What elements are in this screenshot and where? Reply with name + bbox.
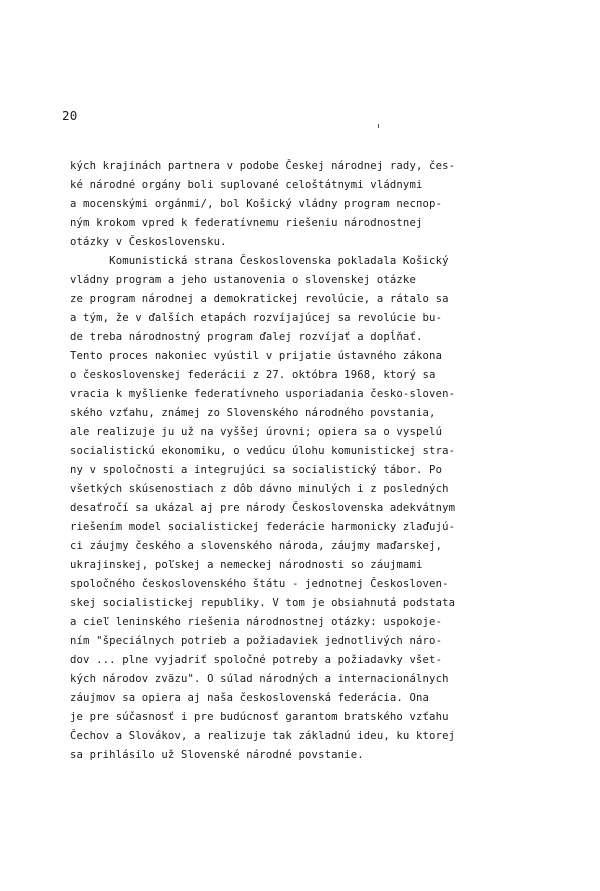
text-line: riešením model socialistickej federácie harmonicky zlaďujú- bbox=[70, 521, 456, 533]
text-line: skej socialistickej republiky. V tom je obsiahnutá podstata bbox=[70, 597, 456, 609]
text-line: sa prihlásilo už Slovenské národné povstanie. bbox=[70, 749, 364, 761]
text-line: de treba národnostný program ďalej rozvíjať a dopĺňať. bbox=[70, 331, 423, 343]
text-line: kých krajinách partnera v podobe Českej národnej rady, čes- bbox=[70, 160, 456, 172]
text-line: ze program národnej a demokratickej revolúcie, a rátalo sa bbox=[70, 293, 449, 305]
text-line: desaťročí sa ukázal aj pre národy Československa adekvátnym bbox=[70, 502, 456, 514]
text-line: o československej federácii z 27. októbra 1968, ktorý sa bbox=[70, 369, 436, 381]
text-line: všetkých skúsenostiach z dôb dávno minulých i z posledných bbox=[70, 483, 449, 495]
text-line: a cieľ leninského riešenia národnostnej otázky: uspokoje- bbox=[70, 616, 443, 628]
text-line: ním "špeciálnych potrieb a požiadaviek jednotlivých náro- bbox=[70, 635, 443, 647]
text-line: dov ... plne vyjadriť spoločné potreby a požiadavky všet- bbox=[70, 654, 443, 666]
text-line: a mocenskými orgánmi/, bol Košický vládny program neспор- bbox=[70, 198, 443, 210]
text-line: ského vzťahu, známej zo Slovenského národného povstania, bbox=[70, 407, 436, 419]
text-line: ale realizuje ju už na vyššej úrovni; opiera sa o vyspelú bbox=[70, 426, 443, 438]
text-line: je pre súčasnosť i pre budúcnosť garantom bratského vzťahu bbox=[70, 711, 449, 723]
text-line: ké národné orgány boli suplované celoštátnymi vládnymi bbox=[70, 179, 423, 191]
text-line: ným krokom vpred k federatívnemu riešeniu národnostnej bbox=[70, 217, 423, 229]
text-line: Tento proces nakoniec vyústil v prijatie ústavného zákona bbox=[70, 350, 443, 362]
body-text bbox=[70, 157, 570, 765]
text-line: Čechov a Slovákov, a realizuje tak základnú ideu, ku ktorej bbox=[70, 730, 456, 742]
text-line: a tým, že v ďalších etapách rozvíjajúcej sa revolúcie bu- bbox=[70, 312, 443, 324]
text-line: ny v spoločnosti a integrujúci sa socialistický tábor. Po bbox=[70, 464, 443, 476]
text-line: vracia k myšlienke federatívneho usporiadania česko-sloven- bbox=[70, 388, 456, 400]
text-line: otázky v Československu. bbox=[70, 236, 227, 248]
page-number: 20 bbox=[62, 108, 78, 123]
text-line: kých národov zväzu". O súlad národných a internacionálnych bbox=[70, 673, 449, 685]
text-line: ci záujmy českého a slovenského národa, záujmy maďarskej, bbox=[70, 540, 443, 552]
text-line: ukrajinskej, poľskej a nemeckej národnosti so záujmami bbox=[70, 559, 423, 571]
text-line: vládny program a jeho ustanovenia o slovenskej otázke bbox=[70, 274, 416, 286]
text-line: Komunistická strana Československa pokladala Košický bbox=[70, 255, 449, 267]
text-line: socialistickú ekonomiku, o vedúcu úlohu komunistickej stra- bbox=[70, 445, 456, 457]
scan-speck bbox=[378, 124, 379, 128]
text-line: spoločného československého štátu - jednotnej Českosloven- bbox=[70, 578, 449, 590]
text-line: záujmov sa opiera aj naša československá federácia. Ona bbox=[70, 692, 430, 704]
